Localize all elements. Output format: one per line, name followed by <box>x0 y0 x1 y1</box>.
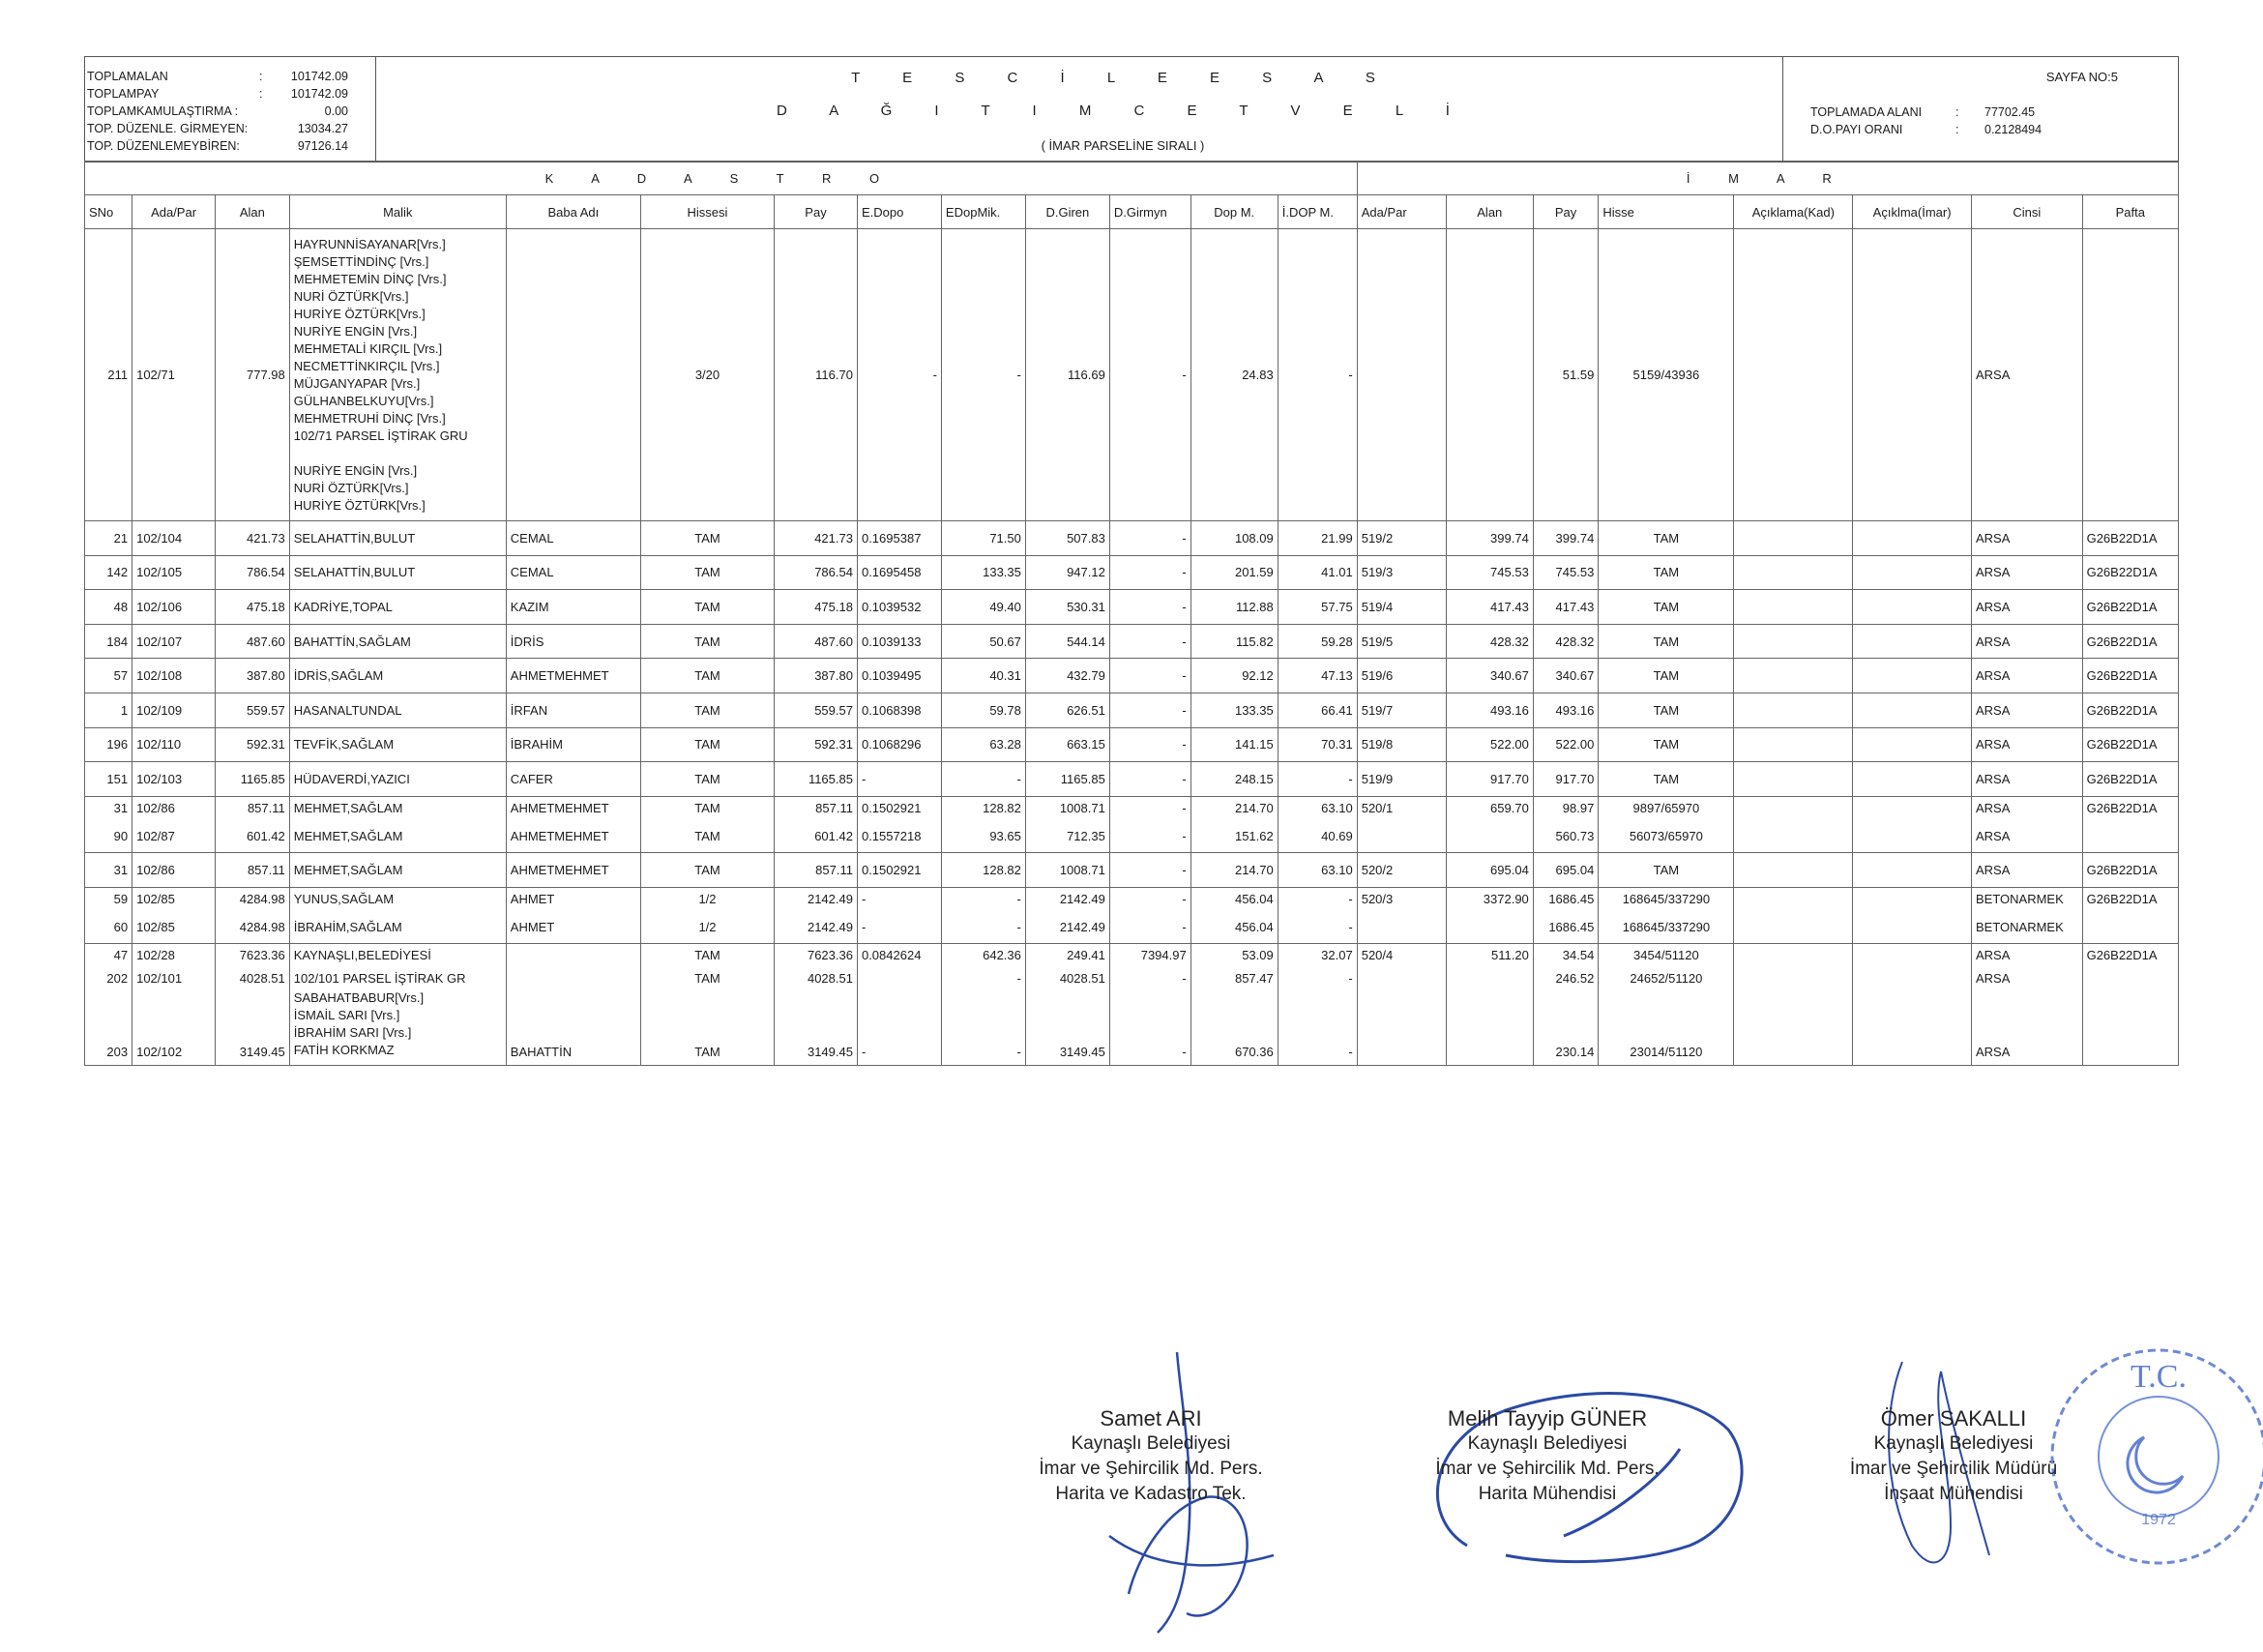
col-header: Açıklma(İmar) <box>1853 195 1972 229</box>
total-row: TOPLAMPAY : 101742.09 <box>87 87 348 101</box>
dopayi-label: D.O.PAYI ORANI <box>1810 123 1903 136</box>
dopayi-value: 0.2128494 <box>1984 123 2043 136</box>
owner-list: HAYRUNNİSAYANAR[Vrs.] ŞEMSETTİNDİNÇ [Vrs.] MEHMETEMİN DİNÇ [Vrs.] NURİ ÖZTÜRK[Vrs.] HURİYE ÖZTÜRK[Vrs.] NURİYE ENGİN [Vrs.] MEHMETALİ KIRÇIL [Vrs.] NECMETTİNKIRÇIL [Vrs.] MÜJGANYAPAR [Vrs.] GÜLHANBELKUYU[Vrs.] MEHMETRUHİ DİNÇ [Vrs.] 102/71 PARSEL İŞTİRAK GRU NURİYE ENGİN [Vrs.] NURİ ÖZTÜRK[Vrs.] HURİYE ÖZTÜRK[Vrs.] <box>289 229 506 521</box>
summary-block: SAYFA NO:5 TOPLAMADA ALANI : 77702.45 D.O.PAYI ORANI : 0.2128494 <box>1782 57 2179 162</box>
col-header: Baba Adı <box>506 195 640 229</box>
svg-text:1972: 1972 <box>2141 1512 2176 1528</box>
col-header: EDopMik. <box>941 195 1025 229</box>
col-header: D.Girmyn <box>1109 195 1190 229</box>
col-header: İ.DOP M. <box>1278 195 1357 229</box>
table-row: 142 102/105 786.54 SELAHATTİN,BULUT CEMAL TAM 786.54 0.1695458 133.35 947.12 - 201.59 41.01 519/3 745.53 745.53 TAM ARSA G26B22D1A <box>85 555 2179 590</box>
col-header: Pay <box>775 195 858 229</box>
table-row: 59 102/85 4284.98 YUNUS,SAĞLAM AHMET 1/2 2142.49 - - 2142.49 - 456.04 - 520/3 3372.90 1686.45 168645/337290 BETONARMEK G26B22D1A <box>85 887 2179 910</box>
col-header: Alan <box>1446 195 1533 229</box>
section-imar: İ M A R <box>1357 162 2178 195</box>
document-title: T E S C İ L E E S A S <box>851 70 1395 86</box>
col-header: Pay <box>1533 195 1599 229</box>
total-row: TOPLAMALAN : 101742.09 <box>87 70 348 83</box>
col-header: Hissesi <box>640 195 774 229</box>
table-row: 203 102/102 3149.45 SABAHATBABUR[Vrs.] İSMAİL SARI [Vrs.] İBRAHİM SARI [Vrs.] FATİH KORKMAZ BAHATTİN TAM 3149.45 - - 3149.45 - 670.36 - 230.14 23014/51120 ARSA <box>85 989 2179 1066</box>
table-row: 202 102/101 4028.51 102/101 PARSEL İŞTİRAK GR TAM 4028.51 - 4028.51 - 857.47 - 246.52 24652/51120 ARSA <box>85 966 2179 989</box>
table-row: 1 102/109 559.57 HASANALTUNDAL İRFAN TAM 559.57 0.1068398 59.78 626.51 - 133.35 66.41 519/7 493.16 493.16 TAM ARSA G26B22D1A <box>85 693 2179 727</box>
totals-block <box>85 57 376 162</box>
total-row: TOPLAMKAMULAŞTIRMA : 0.00 <box>87 104 348 118</box>
col-header: Dop M. <box>1190 195 1278 229</box>
col-header: D.Giren <box>1025 195 1109 229</box>
page-number: SAYFA NO:5 <box>2045 70 2118 84</box>
document-subtitle: D A Ğ I T I M C E T V E L İ <box>777 103 1469 119</box>
table-row: 196 102/110 592.31 TEVFİK,SAĞLAM İBRAHİM TAM 592.31 0.1068296 63.28 663.15 - 141.15 70.31 519/8 522.00 522.00 TAM ARSA G26B22D1A <box>85 727 2179 762</box>
table-row: 31 102/86 857.11 MEHMET,SAĞLAM AHMETMEHMET TAM 857.11 0.1502921 128.82 1008.71 - 214.70 63.10 520/2 695.04 695.04 TAM ARSA G26B22D1A <box>85 852 2179 887</box>
document-sort-note: ( İMAR PARSELİNE SIRALI ) <box>1041 138 1205 153</box>
table-row: 57 102/108 387.80 İDRİS,SAĞLAM AHMETMEHMET TAM 387.80 0.1039495 40.31 432.79 - 92.12 47.13 519/6 340.67 340.67 TAM ARSA G26B22D1A <box>85 659 2179 693</box>
toplamada-label: TOPLAMADA ALANI <box>1810 105 1923 119</box>
table-row: 60 102/85 4284.98 İBRAHİM,SAĞLAM AHMET 1/2 2142.49 - - 2142.49 - 456.04 - 1686.45 168645/337290 BETONARMEK <box>85 910 2179 943</box>
col-header: Hisse <box>1599 195 1734 229</box>
distribution-table <box>84 161 2179 1066</box>
table-row: 48 102/106 475.18 KADRİYE,TOPAL KAZIM TAM 475.18 0.1039532 49.40 530.31 - 112.88 57.75 519/4 417.43 417.43 TAM ARSA G26B22D1A <box>85 590 2179 625</box>
col-header: E.Dopo <box>857 195 941 229</box>
col-header: Pafta <box>2082 195 2178 229</box>
col-header: Alan <box>216 195 290 229</box>
section-kadastro: K A D A S T R O <box>85 162 1358 195</box>
signature-block: Ömer SAKALLI Kaynaşlı Belediyesi İmar ve Şehircilik Müdürü İnşaat Mühendisi <box>1799 1406 2108 1507</box>
total-row: TOP. DÜZENLE. GİRMEYEN: 13034.27 <box>87 122 348 135</box>
signature-block: Melih Tayyip GÜNER Kaynaşlı Belediyesi İmar ve Şehircilik Md. Pers. Harita Mühendisi <box>1383 1406 1712 1507</box>
table-row: 184 102/107 487.60 BAHATTİN,SAĞLAM İDRİS TAM 487.60 0.1039133 50.67 544.14 - 115.82 59.28 519/5 428.32 428.32 TAM ARSA G26B22D1A <box>85 624 2179 659</box>
col-header: Ada/Par <box>1357 195 1446 229</box>
col-header: SNo <box>85 195 132 229</box>
table-row: 151 102/103 1165.85 HÜDAVERDİ,YAZICI CAFER TAM 1165.85 - - 1165.85 - 248.15 - 519/9 917.70 917.70 TAM ARSA G26B22D1A <box>85 762 2179 797</box>
table-row: 31 102/86 857.11 MEHMET,SAĞLAM AHMETMEHMET TAM 857.11 0.1502921 128.82 1008.71 - 214.70 63.10 520/1 659.70 98.97 9897/65970 ARSA G26B22D1A <box>85 796 2179 819</box>
toplamada-value: 77702.45 <box>1984 105 2036 119</box>
col-header: Malik <box>289 195 506 229</box>
table-row: 211 102/71 777.98 HAYRUNNİSAYANAR[Vrs.] ŞEMSETTİNDİNÇ [Vrs.] MEHMETEMİN DİNÇ [Vrs.] NURİ ÖZTÜRK[Vrs.] HURİYE ÖZTÜRK[Vrs.] NURİYE ENGİN [Vrs.] MEHMETALİ KIRÇIL [Vrs.] NECMETTİNKIRÇIL [Vrs.] MÜJGANYAPAR [Vrs.] GÜLHANBELKUYU[Vrs.] MEHMETRUHİ DİNÇ [Vrs.] 102/71 PARSEL İŞTİRAK GRU NURİYE ENGİN [Vrs.] NURİ ÖZTÜRK[Vrs.] HURİYE ÖZTÜRK[Vrs.] 3/20 116.70 - - 116.69 - 24.83 - 51.59 5159/43936 ARSA <box>85 229 2179 521</box>
signature-block: Samet ARI Kaynaşlı Belediyesi İmar ve Şehircilik Md. Pers. Harita ve Kadastro Tek. <box>996 1406 1306 1507</box>
signer-name: Ömer SAKALLI <box>1880 1406 2027 1431</box>
owner-list: SABAHATBABUR[Vrs.] İSMAİL SARI [Vrs.] İBRAHİM SARI [Vrs.] FATİH KORKMAZ <box>289 989 506 1066</box>
total-row: TOP. DÜZENLEMEYBİREN: 97126.14 <box>87 139 348 153</box>
table-row: 90 102/87 601.42 MEHMET,SAĞLAM AHMETMEHMET TAM 601.42 0.1557218 93.65 712.35 - 151.62 40.69 560.73 56073/65970 ARSA <box>85 819 2179 852</box>
signer-name: Melih Tayyip GÜNER <box>1447 1406 1648 1431</box>
col-header: Cinsi <box>1972 195 2083 229</box>
table-row: 21 102/104 421.73 SELAHATTİN,BULUT CEMAL TAM 421.73 0.1695387 71.50 507.83 - 108.09 21.99 519/2 399.74 399.74 TAM ARSA G26B22D1A <box>85 521 2179 556</box>
signer-name: Samet ARI <box>1100 1406 1202 1431</box>
document-header <box>84 56 2179 162</box>
col-header: Ada/Par <box>132 195 216 229</box>
title-block <box>375 57 1870 162</box>
col-header: Açıklama(Kad) <box>1734 195 1853 229</box>
table-row: 47 102/28 7623.36 KAYNAŞLI,BELEDİYESİ TAM 7623.36 0.0842624 642.36 249.41 7394.97 53.09 32.07 520/4 511.20 34.54 3454/51120 ARSA G26B22D1A <box>85 943 2179 966</box>
svg-text:T.C.: T.C. <box>2131 1359 2187 1395</box>
